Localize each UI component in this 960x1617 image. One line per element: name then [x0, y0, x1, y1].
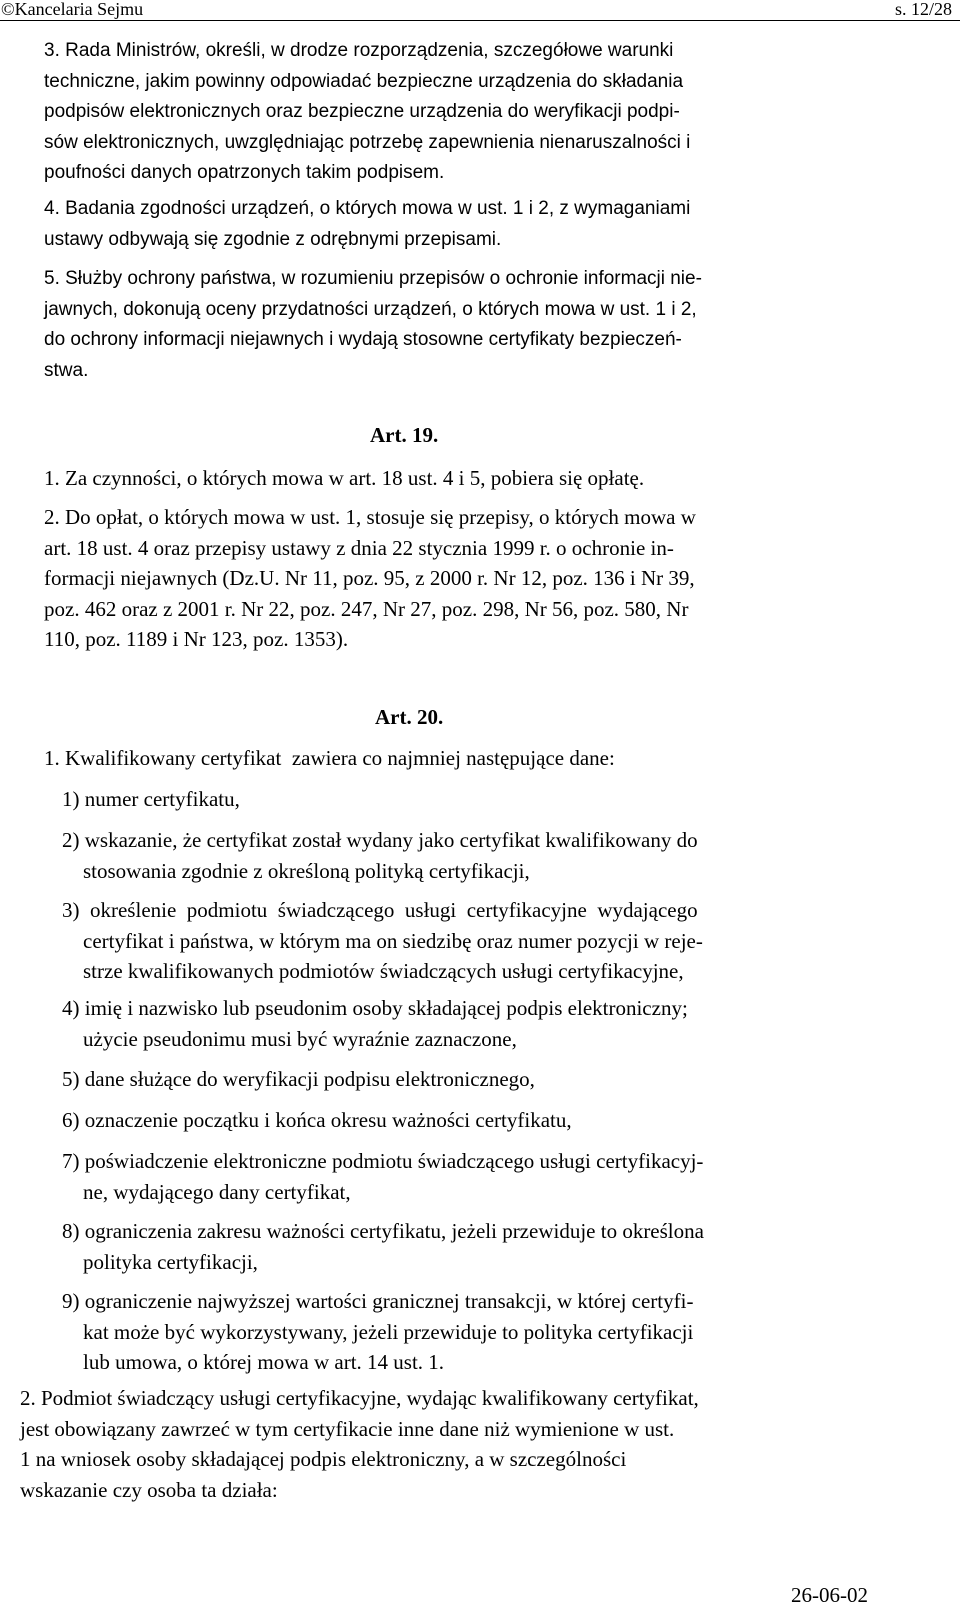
- list-item-9: 9) ograniczenie najwyższej wartości granicznej transakcji, w której certyfi- kat może być wykorzystywany, jeżeli przewiduje to polityka certyfikacji lub umowa, o której mowa w art. 14 ust. 1.: [62, 1289, 694, 1374]
- list-item-6: 6) oznaczenie początku i końca okresu ważności certyfikatu,: [62, 1108, 572, 1132]
- art-19-paragraph-1: 1. Za czynności, o których mowa w art. 18 ust. 4 i 5, pobiera się opłatę.: [44, 466, 645, 490]
- art-20-title: Art. 20.: [375, 705, 444, 729]
- header-source: ©Kancelaria Sejmu: [1, 0, 144, 19]
- list-item-5: 5) dane służące do weryfikacji podpisu elektronicznego,: [62, 1067, 535, 1091]
- art-20-paragraph-1: 1. Kwalifikowany certyfikat zawiera co najmniej następujące dane:: [44, 746, 615, 770]
- list-item-7: 7) poświadczenie elektroniczne podmiotu świadczącego usługi certyfikacyj- ne, wydającego dany certyfikat,: [62, 1149, 704, 1204]
- art-19-title: Art. 19.: [370, 423, 439, 447]
- header-rule: [0, 20, 960, 21]
- list-item-2: 2) wskazanie, że certyfikat został wydany jako certyfikat kwalifikowany do stosowania zgodnie z określoną polityką certyfikacji,: [62, 828, 698, 883]
- header-page-number: s. 12/28: [894, 0, 952, 19]
- list-item-4: 4) imię i nazwisko lub pseudonim osoby składającej podpis elektroniczny; użycie pseudonimu musi być wyraźnie zaznaczone,: [62, 996, 688, 1051]
- paragraph-5: 5. Służby ochrony państwa, w rozumieniu przepisów o ochronie informacji nie- jawnych, dokonują oceny przydatności urządzeń, o których mowa w ust. 1 i 2, do ochrony informacji niejawnych i wydają stosowne certyfikaty bezpieczeń- stwa.: [44, 268, 702, 381]
- list-item-1: 1) numer certyfikatu,: [62, 787, 240, 811]
- paragraph-3: 3. Rada Ministrów, określi, w drodze rozporządzenia, szczegółowe warunki techniczne, jakim powinny odpowiadać bezpieczne urządzenia do składania podpisów elektronicznych oraz bezpieczne urządzenia do weryfikacji podpi- sów elektronicznych, uwzględniając potrzebę zapewnienia nienaruszalności i poufności danych opatrzonych takim podpisem.: [44, 40, 691, 183]
- footer-date: 26-06-02: [791, 1583, 868, 1607]
- list-item-8: 8) ograniczenia zakresu ważności certyfikatu, jeżeli przewiduje to określona polityka certyfikacji,: [62, 1219, 704, 1274]
- art-19-paragraph-2: 2. Do opłat, o których mowa w ust. 1, stosuje się przepisy, o których mowa w art. 18 ust. 4 oraz przepisy ustawy z dnia 22 stycznia 1999 r. o ochronie in- formacji niejawnych (Dz.U. Nr 11, poz. 95, z 2000 r. Nr 12, poz. 136 i Nr 39, poz. 462 oraz z 2001 r. Nr 22, poz. 247, Nr 27, poz. 298, Nr 56, poz. 580, Nr 110, poz. 1189 i Nr 123, poz. 1353).: [44, 505, 696, 651]
- page-header: [0, 0, 960, 20]
- paragraph-4: 4. Badania zgodności urządzeń, o których mowa w ust. 1 i 2, z wymaganiami ustawy odbywają się zgodnie z odrębnymi przepisami.: [44, 198, 691, 250]
- art-20-paragraph-2: 2. Podmiot świadczący usługi certyfikacyjne, wydając kwalifikowany certyfikat, jest obowiązany zawrzeć w tym certyfikacie inne dane niż wymienione w ust. 1 na wniosek osoby składającej podpis elektroniczny, a w szczególności wskazanie czy osoba ta działa:: [20, 1386, 699, 1502]
- list-item-3: 3) określenie podmiotu świadczącego usługi certyfikacyjne wydającego certyfikat i państwa, w którym ma on siedzibę oraz numer pozycji w reje- strze kwalifikowanych podmiotów świadczących usługi certyfikacyjne,: [62, 898, 703, 983]
